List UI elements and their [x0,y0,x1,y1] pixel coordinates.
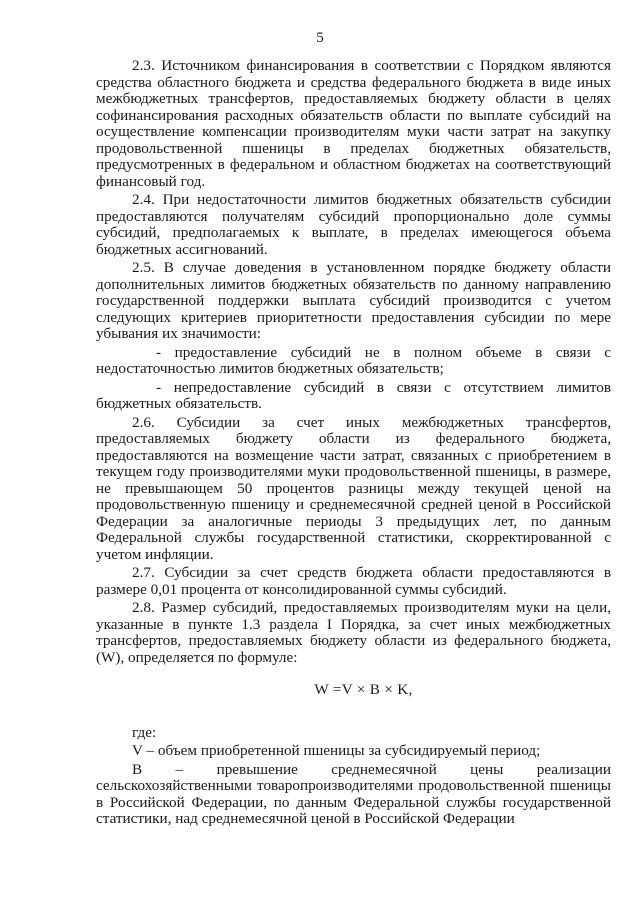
page-number: 5 [316,30,324,46]
formula-where-label: где: [132,723,157,741]
list-item-no-subsidy: - непредоставление субсидий в связи с отсутствием лимитов бюджетных обязательств. [96,378,611,412]
subsidy-formula: W =V × B × K, [314,681,413,698]
paragraph-2-8: 2.8. Размер субсидий, предоставляемых производителям муки на цели, указанные в пункте 1.3 раздела I Порядка, за счет иных межбюджетных трансфертов, предоставляемых бюджету области из федерального бюджета, (W), определяется по формуле: [96,599,611,666]
definition-v: V – объем приобретенной пшеницы за субсидируемый период; [132,742,541,759]
document-body [96,58,611,828]
definition-b: B – превышение среднемесячной цены реализации сельскохозяйственными товаропроизводителями продовольственной пшеницы в Российской Федерации, по данным Федеральной службы государственной статистики, над среднемесячной ценой в Российской Федерации [96,760,611,827]
list-item-partial-subsidy: - предоставление субсидий не в полном объеме в связи с недостаточностью лимитов бюджетных обязательств; [96,343,611,377]
paragraph-2-7: 2.7. Субсидии за счет средств бюджета области предоставляются в размере 0,01 процента от консолидированной суммы субсидий. [96,564,611,598]
paragraph-2-4: 2.4. При недостаточности лимитов бюджетных обязательств субсидии предоставляются получателям субсидий пропорционально доле суммы субсидий, предполагаемых к выплате, в пределах имеющегося объема бюджетных ассигнований. [96,191,611,258]
paragraph-2-3: 2.3. Источником финансирования в соответствии с Порядком являются средства областного бюджета и средства федерального бюджета в виде иных межбюджетных трансфертов, предоставляемых бюджету области в целях софинансирования расходных обязательств области по выплате субсидий на осуществление компенсации производителям муки части затрат на закупку продовольственной пшеницы в пределах бюджетных обязательств, предусмотренных в федеральном и областном бюджетах на соответствующий финансовый год. [96,57,611,190]
paragraph-2-5: 2.5. В случае доведения в установленном порядке бюджету области дополнительных лимитов бюджетных обязательств по данному направлению государственной поддержки выплата субсидий производится с учетом следующих критериев приоритетности предоставления субсидии по мере убывания их значимости: [96,259,611,342]
paragraph-2-6: 2.6. Субсидии за счет иных межбюджетных трансфертов, предоставляемых бюджету области из федерального бюджета, предоставляются на возмещение части затрат, связанных с приобретением в текущем году производителями муки продовольственной пшеницы, в размере, не превышающем 50 процентов разницы между текущей ценой на продовольственную пшеницу и среднемесячной средней ценой в Российской Федерации за аналогичные периоды 3 предыдущих лет, по данным Федеральной службы государственной статистики, скорректированной с учетом инфляции. [96,413,611,563]
